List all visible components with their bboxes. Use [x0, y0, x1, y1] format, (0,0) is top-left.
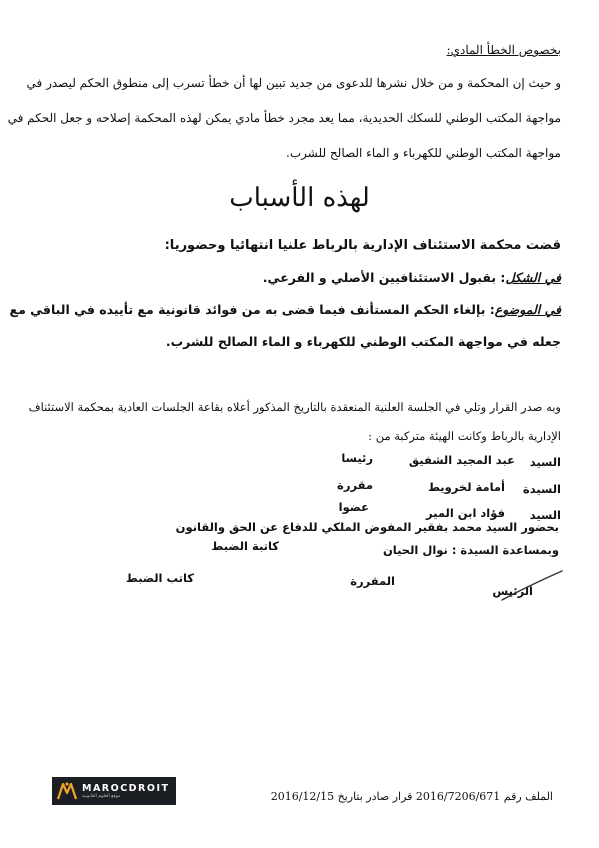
paragraph-line-1: و حيث إن المحكمة و من خلال نشرها للدعوى من جديد تبين لها أن خطأ تسرب إلى منطوق الحكم ليصدر في: [26, 76, 561, 90]
attendance-clerk: وبمساعدة السيدة : نوال الحيان: [382, 543, 559, 557]
ruling-merits-cont: جعله في مواجهة المكتب الوطني للكهرباء و الماء الصالح للشرب.: [165, 334, 561, 349]
logo-tagline: موقع العلوم القانونية: [82, 793, 121, 799]
signature-mark: [498, 568, 566, 604]
merits-text: : بإلغاء الحكم المستأنف فيما قضى به من فوائد قانونية مع تأييده في الباقي مع: [9, 302, 495, 317]
merits-label: في الموضوع: [494, 302, 561, 317]
form-label: في الشكل: [505, 270, 561, 285]
attendance-prosecutor: بحضور السيد محمد بفقير المفوض الملكي للدفاع عن الحق والقانون: [175, 520, 559, 534]
paragraph-line-2: مواجهة المكتب الوطني للسكك الحديدية، مما يعد مجرد خطأ مادي يمكن لهذه المحكمة إصلاحه و جعل الحكم في: [7, 111, 561, 125]
panel-title: السيد: [529, 455, 561, 469]
clerk-role: كاتبة الضبط: [211, 539, 279, 553]
marocdroit-logo: [52, 777, 176, 805]
panel-name: فؤاد ابن المير: [425, 506, 505, 520]
panel-name: عبد المجيد الشفيق: [408, 453, 515, 467]
footer-file-ref: الملف رقم 2016/7206/671 قرار صادر بتاريخ 2016/12/15: [270, 790, 553, 803]
section-heading: بخصوص الخطأ المادي:: [446, 43, 561, 57]
ruling-intro: قضت محكمة الاستئناف الإدارية بالرباط علنيا انتهائيا وحضوريا:: [164, 238, 561, 253]
signature-clerk: كاتب الضبط: [125, 571, 194, 585]
page-title: لهذه الأسباب: [229, 183, 370, 213]
panel-title: السيد: [529, 508, 561, 522]
ruling-form: [263, 270, 561, 285]
ruling-merits: [10, 302, 561, 317]
panel-role: مقررة: [337, 478, 373, 492]
logo-name: MAROCDROIT: [82, 782, 170, 794]
panel-role: رئيسا: [341, 451, 373, 465]
panel-name: أمامة لخرويط: [427, 480, 505, 494]
scales-icon: [56, 781, 78, 801]
signature-president: الرئيس: [492, 584, 533, 598]
panel-role: عضوا: [338, 500, 369, 514]
signature-rapporteur: المقررة: [350, 574, 395, 588]
form-text: : بقبول الاستئنافيين الأصلي و الفرعي.: [262, 270, 506, 285]
session-line-1: وبه صدر القرار وتلي في الجلسة العلنية المنعقدة بالتاريخ المذكور أعلاه بقاعة الجلسات العادية بمحكمة الاستئناف: [28, 400, 561, 414]
panel-title: السيدة: [522, 482, 561, 496]
paragraph-line-3: مواجهة المكتب الوطني للكهرباء و الماء الصالح للشرب.: [286, 146, 561, 160]
session-line-2: الإدارية بالرباط وكانت الهيئة متركبة من :: [368, 429, 561, 443]
